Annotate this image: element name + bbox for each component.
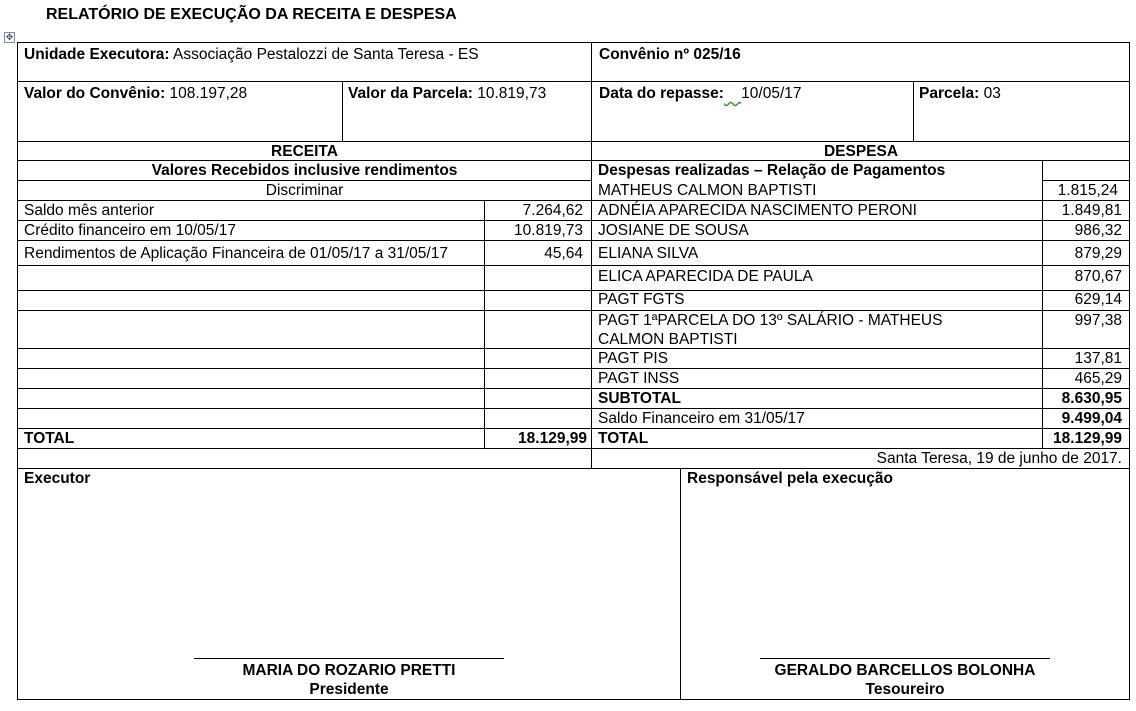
responsavel-label: Responsável pela execução	[687, 470, 893, 487]
report-title: RELATÓRIO DE EXECUÇÃO DA RECEITA E DESPESA	[46, 6, 457, 23]
despesa-heading: DESPESA	[823, 143, 899, 160]
despesa-row-value: 879,29	[1074, 245, 1122, 262]
valor-convenio-label: Valor do Convênio:	[24, 85, 166, 102]
subtotal-value: 8.630,95	[1061, 390, 1122, 407]
discriminar-label: Discriminar	[265, 182, 344, 199]
date-line: Santa Teresa, 19 de junho de 2017.	[876, 450, 1122, 467]
valor-parcela-label: Valor da Parcela:	[348, 85, 473, 102]
data-repasse	[599, 84, 802, 103]
despesa-row-label: ELIANA SILVA	[598, 245, 699, 262]
parcela-label: Parcela:	[919, 85, 980, 102]
valor-parcela-value: 10.819,73	[477, 85, 547, 102]
saldo-label: Saldo Financeiro em 31/05/17	[598, 410, 805, 427]
right-signatory-name: GERALDO BARCELLOS BOLONHA	[774, 662, 1036, 679]
despesa-row-label: PAGT INSS	[598, 370, 680, 387]
despesa-total-label: TOTAL	[598, 430, 649, 447]
convenio-number: Convênio nº 025/16	[599, 46, 741, 63]
unidade-label: Unidade Executora:	[24, 46, 170, 63]
executor-label: Executor	[24, 470, 91, 487]
despesa-row-label: PAGT FGTS	[598, 291, 685, 308]
receita-row-value: 10.819,73	[514, 222, 583, 239]
despesa-row-value: 137,81	[1074, 350, 1122, 367]
receita-heading: RECEITA	[271, 143, 338, 160]
table-move-handle-icon[interactable]: ✥	[5, 32, 14, 42]
left-signatory-role: Presidente	[309, 681, 389, 698]
receita-subheading: Valores Recebidos inclusive rendimentos	[151, 162, 458, 179]
despesa-row-value: 1.815,24	[1057, 182, 1118, 199]
despesa-row-label: MATHEUS CALMON BAPTISTI	[598, 182, 817, 199]
receita-total-label: TOTAL	[24, 430, 75, 447]
despesa-row-label-continued: CALMON BAPTISTI	[598, 331, 738, 348]
signature-line-right	[760, 658, 1050, 659]
subtotal-label: SUBTOTAL	[598, 390, 681, 407]
parcela	[919, 84, 1001, 103]
receita-row-label: Saldo mês anterior	[24, 202, 155, 219]
despesa-row-label: ELICA APARECIDA DE PAULA	[598, 268, 813, 285]
right-signatory-role: Tesoureiro	[865, 681, 945, 698]
valor-convenio-value: 108.197,28	[169, 85, 248, 102]
unidade-executora	[24, 45, 479, 64]
data-repasse-label: Data do repasse:	[599, 85, 724, 102]
despesa-row-label: JOSIANE DE SOUSA	[598, 222, 749, 239]
despesa-row-label: PAGT PIS	[598, 350, 669, 367]
left-signatory-name: MARIA DO ROZARIO PRETTI	[242, 662, 456, 679]
despesa-row-label: PAGT 1ªPARCELA DO 13º SALÁRIO - MATHEUS	[598, 312, 943, 329]
parcela-value: 03	[983, 85, 1001, 102]
despesa-total-value: 18.129,99	[1053, 430, 1122, 447]
valor-parcela	[348, 84, 546, 103]
data-repasse-value: 10/05/17	[741, 85, 802, 102]
signature-line-left	[194, 658, 504, 659]
despesa-row-value: 465,29	[1074, 370, 1122, 387]
despesa-row-value: 1.849,81	[1061, 202, 1122, 219]
despesa-row-value: 870,67	[1074, 268, 1122, 285]
despesa-row-value: 986,32	[1074, 222, 1122, 239]
receita-row-label: Crédito financeiro em 10/05/17	[24, 222, 236, 239]
receita-row-label: Rendimentos de Aplicação Financeira de 01/05/17 a 31/05/17	[24, 245, 448, 262]
unidade-value: Associação Pestalozzi de Santa Teresa - ES	[173, 46, 479, 63]
saldo-value: 9.499,04	[1061, 410, 1122, 427]
despesa-row-label: ADNÉIA APARECIDA NASCIMENTO PERONI	[598, 202, 917, 219]
despesa-row-value: 997,38	[1074, 312, 1122, 329]
valor-convenio	[24, 84, 247, 103]
receita-row-value: 45,64	[544, 245, 583, 262]
despesa-row-value: 629,14	[1074, 291, 1122, 308]
receita-row-value: 7.264,62	[522, 202, 583, 219]
receita-total-value: 18.129,99	[518, 430, 587, 447]
despesa-subheading: Despesas realizadas – Relação de Pagamentos	[598, 162, 946, 179]
